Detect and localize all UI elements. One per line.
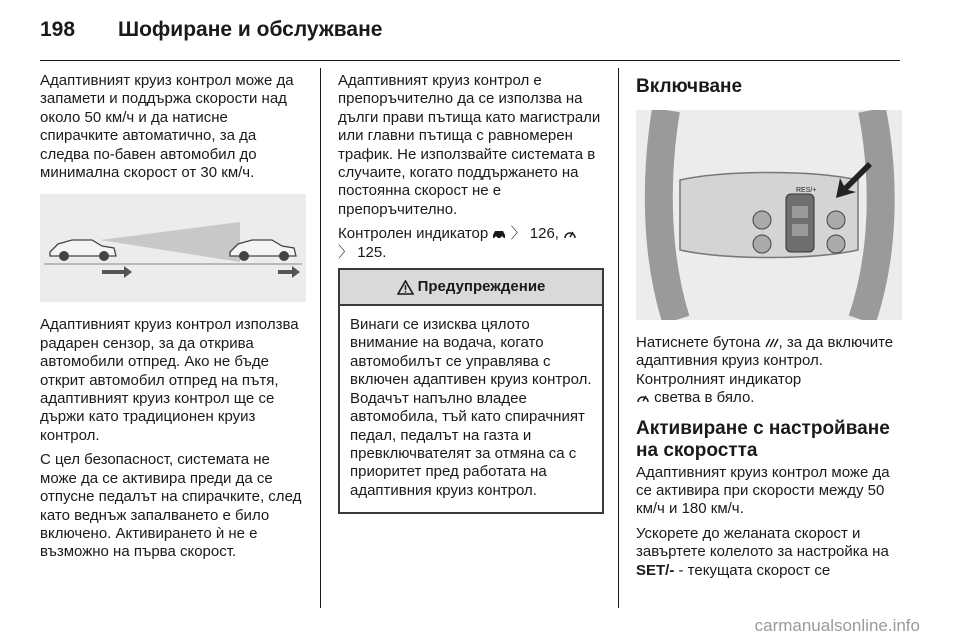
accel-text-1: Ускорете до желаната скорост и завъртете колелото за настройка на [636,524,889,561]
column-1 [40,72,306,568]
column-divider-1 [320,68,321,608]
chapter-title: Шофиране и обслужване [118,18,383,41]
warning-triangle-icon [397,280,414,295]
col3-paragraph-press [636,334,902,408]
acc-button-icon [765,337,779,349]
indicator-reference [338,225,604,262]
accel-text-2: - текущата скорост се [678,561,831,579]
header-divider [40,60,900,61]
column-2 [338,72,604,514]
column-divider-2 [618,68,619,608]
press-text-3: светва в бяло. [654,389,755,407]
page-number: 198 [40,18,76,41]
warning-header [340,270,602,306]
column-3 [636,72,902,586]
heading-activate: Активиране с настройване на скоростта [636,417,890,461]
page-header [40,18,900,48]
col1-paragraph-1: Адаптивният круиз контрол може да запамети и поддържа скорости над около 50 км/ч и да натисне спирачките автоматично, за да следва по-бавен автомобил до минимална скорост от 30 км/ч. [40,72,294,182]
radar-diagram-icon [40,194,306,302]
col2-paragraph-1: Адаптивният круиз контрол е препоръчително да се използва на дълги прави пътища като магистрали или главни пътища с равномерен трафик. Не използвайте системата в случаите, когато поддържането на постоянна скорост не е препоръчително. [338,72,601,218]
warning-text: Винаги се изисква цялото внимание на водача, когато автомобилът се управлява с включен адаптивен круиз контрол. Водачът напълно владее автомобила, тъй като спирачният педал, педалът на газта и превключвателят за отмяна са с приоритет пред работата на адаптивния круиз контрол. [350,316,592,499]
col1-paragraph-2: Адаптивният круиз контрол използва радарен сензор, за да открива автомобили отпред. Ако не бъде открит автомобил отпред на пътя, адаптивният круиз контрол ще се държи като традиционен круиз контрол. [40,316,299,444]
watermark: carmanualsonline.info [754,616,920,635]
indicator-prefix: Контролен индикатор [338,225,489,243]
page-ref-1: 126, [529,225,559,243]
ref-arrow-icon: 〉 [338,243,354,261]
heading-switch-on: Включване [636,76,743,97]
col1-paragraph-3: С цел безопасност, системата не може да се активира преди да се отпусне педалът на спирачките, след като веднъж запалването е било включено. Активирането ѝ не е възможно на първа скорост. [40,451,302,561]
steering-res-label: RES/+ [796,187,817,194]
set-minus-label: SET/- [636,561,675,579]
warning-title: Предупреждение [417,277,546,295]
steering-wheel-icon [636,110,902,320]
press-text-1: Натиснете бутона [636,334,761,351]
cruise-indicator-icon [636,392,650,404]
radar-illustration [40,194,306,302]
steering-wheel-illustration [636,110,902,320]
press-text-2: , за да включите адаптивния круиз контрол. Контролният индикатор [636,334,894,388]
ref-arrow-icon: 〉 [510,225,526,243]
car-indicator-icon [492,228,506,240]
cruise-control-icon [563,228,577,240]
col3-paragraph-activate: Адаптивният круиз контрол може да се активира при скорости между 50 км/ч и 180 км/ч. [636,463,890,518]
page-ref-2: 125. [357,243,387,261]
warning-box [338,268,604,514]
col3-paragraph-accelerate [636,525,902,580]
